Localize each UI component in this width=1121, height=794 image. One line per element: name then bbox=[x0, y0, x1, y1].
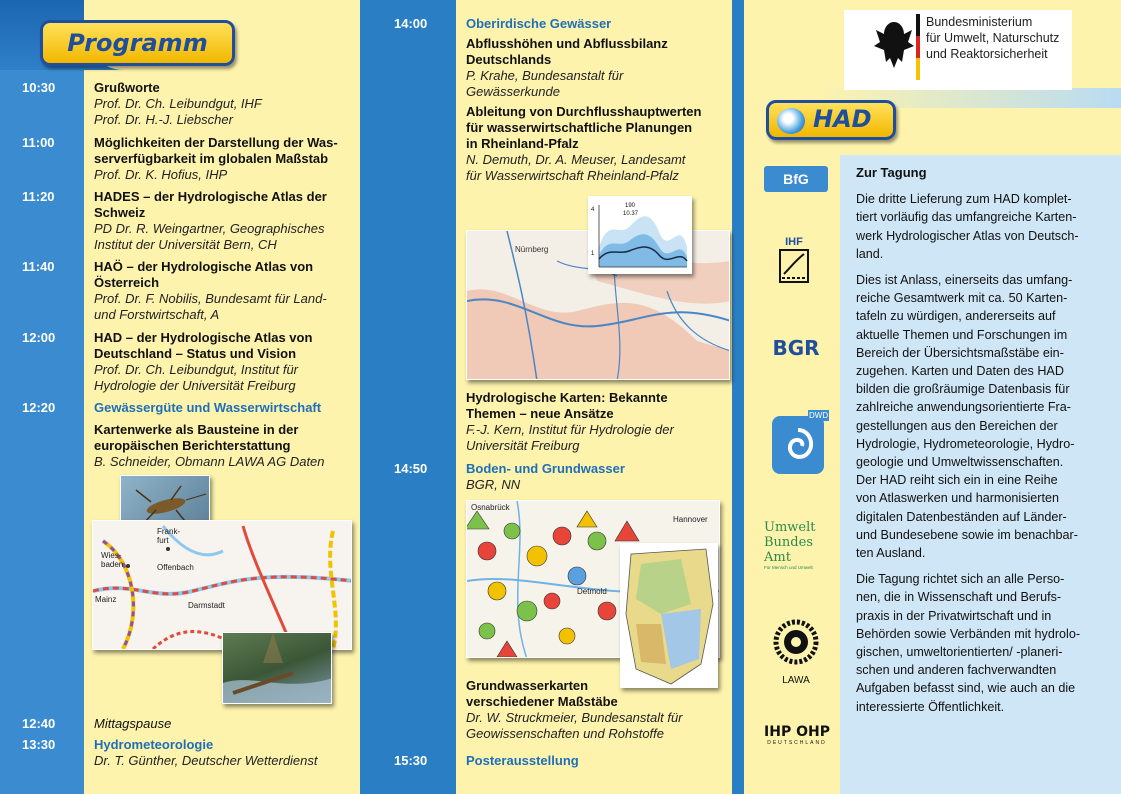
agenda-speaker: Prof. Dr. Ch. Leibundgut, IHF Prof. Dr. H.-J. Liebscher bbox=[94, 96, 262, 127]
map-label: Mainz bbox=[95, 595, 117, 604]
agenda-speaker: B. Schneider, Obmann LAWA AG Daten bbox=[94, 454, 325, 469]
agenda-speaker: N. Demuth, Dr. A. Meuser, Landesamt für Wasserwirtschaft Rheinland-Pfalz bbox=[466, 152, 686, 183]
agenda-title: Grußworte bbox=[94, 80, 160, 95]
programm-badge bbox=[40, 20, 235, 66]
agenda-speaker: Dr. T. Günther, Deutscher Wetterdienst bbox=[94, 753, 318, 768]
agenda-time: 15:30 bbox=[394, 753, 428, 768]
agenda-time: 12:20 bbox=[22, 400, 56, 415]
agenda-speaker: BGR, NN bbox=[466, 477, 521, 492]
ihp-ohp-logo bbox=[760, 724, 834, 754]
map-label: Nürnberg bbox=[515, 245, 549, 254]
programm-title: Programm bbox=[67, 29, 208, 57]
agenda-time: 13:30 bbox=[22, 737, 56, 752]
lawa-logo bbox=[766, 614, 826, 690]
section-heading: Posterausstellung bbox=[466, 753, 579, 768]
agenda-title: Hydrologische Karten: Bekannte Themen – neue Ansätze bbox=[466, 390, 668, 421]
flag-stripe-red bbox=[916, 36, 920, 58]
agenda-title: HAD – der Hydrologische Atlas von Deutschland – Status und Vision bbox=[94, 330, 313, 361]
agenda-speaker: PD Dr. R. Weingartner, Geographisches Institut der Universität Bern, CH bbox=[94, 221, 325, 252]
agenda-speaker: P. Krahe, Bundesanstalt für Gewässerkunde bbox=[466, 68, 624, 99]
hydrogeology-inset bbox=[620, 543, 718, 688]
water-quality-map bbox=[92, 520, 352, 650]
dwd-logo bbox=[768, 410, 828, 480]
stream-icon bbox=[223, 633, 332, 704]
agenda-speaker: Prof. Dr. Ch. Leibundgut, Institut für Hydrologie der Universität Freiburg bbox=[94, 362, 299, 393]
ihf-logo bbox=[776, 236, 812, 288]
agenda-title: Möglichkeiten der Darstellung der Was- serverfügbarkeit im globalen Maßstab bbox=[94, 135, 338, 166]
map-label: Frank- furt bbox=[157, 527, 181, 545]
map-label: Darmstadt bbox=[188, 601, 225, 610]
agenda-time: 11:40 bbox=[22, 259, 55, 274]
agenda-speaker: Dr. W. Struckmeier, Bundesanstalt für Geowissenschaften und Rohstoffe bbox=[466, 710, 683, 741]
description-paragraph: Die Tagung richtet sich an alle Perso- nen, die in Wissenschaft und Berufs- praxis in der Privatwirtschaft und in Behörden sowie Verbänden mit hydrolo- gischen, umweltorientierten/ -planeri- schen und anderen fachverwandten Aufgaben befasst sind, wie auch an die interessierte Öffentlichkeit. bbox=[856, 572, 1081, 714]
uba-logo bbox=[764, 520, 830, 580]
had-title: HAD bbox=[813, 105, 872, 133]
ihf-logo-text: IHF bbox=[785, 236, 803, 248]
ministry-name: Bundesministerium für Umwelt, Naturschutz und Reaktorsicherheit bbox=[926, 15, 1060, 61]
time-column bbox=[0, 0, 84, 794]
agenda-speaker: F.-J. Kern, Institut für Hydrologie der Universität Freiburg bbox=[466, 422, 674, 453]
agenda-title: HADES – der Hydrologische Atlas der Schweiz bbox=[94, 189, 327, 220]
agenda-time: 12:40 bbox=[22, 716, 56, 731]
agenda-title: HAÖ – der Hydrologische Atlas von Österreich bbox=[94, 259, 314, 290]
hydrograph-icon bbox=[589, 197, 692, 274]
section-heading: Oberirdische Gewässer bbox=[466, 16, 612, 31]
description-paragraph: Dies ist Anlass, einerseits das umfang- reiche Gesamtwerk mit ca. 50 Karten- tafeln zu würdigen, andererseits auf aktuelle Themen und Forschungen im Bereich der Übersichtsmaßstäbe ein- zugehen. Karten und Daten des HAD bilden die großräumige Datenbasis für zahlreiche anwendungsorientierte Fra- gestellungen aus den Bereichen der Hydrologie, Hydrometeorologie, Hydro- geologie und Umweltwissenschaften. Der HAD reiht sich ein in eine Reihe von Atlaswerken und harmonisierten digitalen Datenbeständen auf Länder- und Bundesebene sowie im benachbar- ten Ausland. bbox=[856, 273, 1078, 561]
agenda-speaker: Prof. Dr. K. Hofius, IHP bbox=[94, 167, 228, 182]
map-label: Detmold bbox=[577, 587, 607, 596]
break-label: Mittagspause bbox=[94, 716, 172, 731]
bfg-logo bbox=[764, 166, 828, 192]
had-badge bbox=[766, 100, 896, 140]
ministry-logo bbox=[844, 10, 1072, 90]
map-label: Osnabrück bbox=[471, 503, 510, 512]
graph-label: 10.37 bbox=[623, 211, 639, 217]
agenda-speaker: Prof. Dr. F. Nobilis, Bundesamt für Land- und Forstwirtschaft, A bbox=[94, 291, 327, 322]
program-panel-left bbox=[0, 0, 372, 794]
agenda-time: 11:00 bbox=[22, 135, 55, 150]
graph-label: 4 bbox=[591, 207, 595, 213]
program-panel-middle bbox=[372, 0, 744, 794]
graph-label: 1 bbox=[591, 251, 595, 257]
river-map-icon bbox=[93, 521, 352, 650]
uba-logo-text: Umwelt Bundes Amt bbox=[764, 520, 816, 565]
agenda-title: Kartenwerke als Bausteine in der europäischen Berichterstattung bbox=[94, 422, 299, 453]
agenda-title: Grundwasserkarten verschiedener Maßstäbe bbox=[466, 678, 618, 709]
agenda-time: 11:20 bbox=[22, 189, 55, 204]
ihf-wave-icon bbox=[778, 248, 810, 284]
graph-label: 190 bbox=[625, 203, 636, 209]
agenda-time: 14:50 bbox=[394, 461, 428, 476]
time-column bbox=[372, 0, 456, 794]
hydrograph-inset bbox=[588, 196, 692, 274]
section-heading: Hydrometeorologie bbox=[94, 737, 214, 752]
agenda-time: 14:00 bbox=[394, 16, 428, 31]
info-panel-right bbox=[744, 0, 1121, 794]
panel-edge bbox=[732, 0, 744, 794]
agenda-title: Ableitung von Durchflusshauptwerten für wasserwirtschaftliche Planungen in Rheinland-Pfalz bbox=[466, 104, 702, 151]
stream-photo bbox=[222, 632, 332, 704]
bgr-logo bbox=[766, 336, 826, 364]
federal-eagle-icon bbox=[874, 16, 914, 80]
dwd-logo-text: DWD bbox=[809, 411, 829, 420]
flag-stripe-black bbox=[916, 14, 920, 36]
map-label: Wies- baden bbox=[101, 551, 124, 569]
map-label: Hannover bbox=[673, 515, 708, 524]
globe-icon bbox=[777, 108, 805, 134]
section-heading: Boden- und Grundwasser bbox=[466, 461, 625, 476]
agenda-title: Abflusshöhen und Abflussbilanz Deutschlands bbox=[466, 36, 668, 67]
bfg-logo-text: BfG bbox=[783, 171, 809, 187]
bgr-logo-text: BGR bbox=[772, 336, 820, 360]
agenda-time: 12:00 bbox=[22, 330, 56, 345]
agenda-time: 10:30 bbox=[22, 80, 56, 95]
uba-logo-subtitle: Für Mensch und Umwelt bbox=[764, 565, 813, 570]
section-heading: Gewässergüte und Wasserwirtschaft bbox=[94, 400, 322, 415]
lawa-sun-icon bbox=[771, 614, 821, 670]
description-paragraph: Die dritte Lieferung zum HAD komplet- tiert vorläufig das umfangreiche Karten- werk Hydrologischer Atlas von Deutsch- land. bbox=[856, 192, 1079, 261]
map-label: Offenbach bbox=[157, 563, 194, 572]
ihp-logo-text: IHP OHP bbox=[764, 724, 830, 740]
description-heading: Zur Tagung bbox=[856, 165, 927, 180]
conference-description bbox=[856, 164, 1112, 724]
flag-stripe-gold bbox=[916, 58, 920, 80]
hydrogeology-map-icon bbox=[621, 544, 718, 688]
panel-edge bbox=[360, 0, 372, 794]
ihp-logo-subtitle: DEUTSCHLAND bbox=[767, 740, 827, 746]
lawa-logo-text: LAWA bbox=[782, 675, 810, 686]
